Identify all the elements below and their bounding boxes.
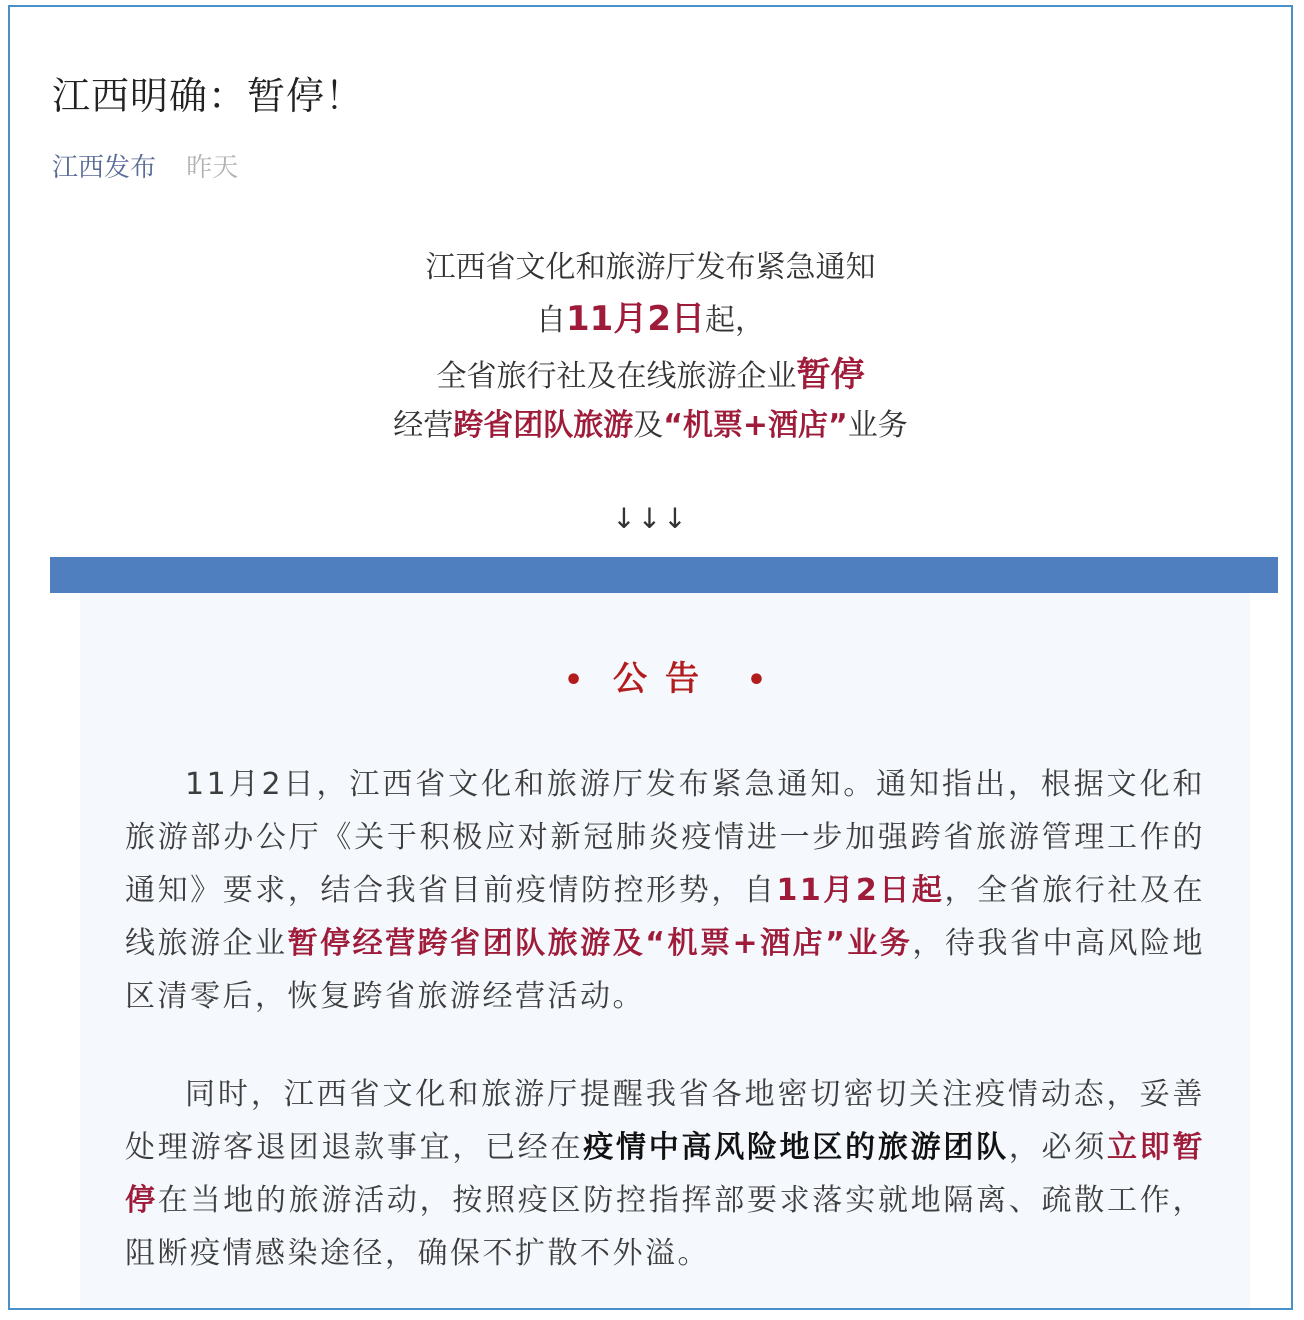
para-text: ，待我省中高风险地区清零后，恢复跨省旅游经营活动。 <box>125 926 1206 1014</box>
notice-heading <box>80 651 1250 700</box>
article-frame <box>8 5 1293 1310</box>
intro-text: 经营 <box>393 408 454 443</box>
bullet-dot-left: • <box>563 663 584 698</box>
intro-line-2 <box>10 291 1291 340</box>
intro-text: 起， <box>704 303 765 338</box>
intro-highlight-tour: 跨省团队旅游 <box>453 408 634 443</box>
intro-text: 及 <box>633 408 664 443</box>
para-highlight: 暂停经营跨省团队旅游及“机票+酒店”业务 <box>287 926 913 961</box>
publish-time: 昨天 <box>186 153 239 183</box>
intro-line-4 <box>10 400 1291 444</box>
article-title: 江西明确：暂停！ <box>52 74 365 118</box>
notice-paragraph-2 <box>125 1068 1205 1280</box>
article-meta <box>52 147 238 184</box>
notice-panel <box>80 593 1250 1310</box>
para-text: ，必须 <box>1008 1130 1108 1165</box>
down-arrows: ↓↓↓ <box>612 502 689 535</box>
intro-highlight-pause: 暂停 <box>796 355 865 395</box>
account-link[interactable]: 江西发布 <box>52 153 157 183</box>
intro-text: 业务 <box>847 408 908 443</box>
intro-line-3 <box>10 347 1291 396</box>
para-highlight: 11月2日起 <box>776 873 945 908</box>
intro-text: 全省旅行社及在线旅游企业 <box>436 359 797 394</box>
notice-paragraph-1 <box>125 758 1205 1023</box>
para-text: 在当地的旅游活动，按照疫区防控指挥部要求落实就地隔离、疏散工作，阻断疫情感染途径，确保不扩散不外溢。 <box>125 1183 1205 1271</box>
intro-text: 自 <box>536 303 566 338</box>
para-highlight: 立即暂停 <box>125 1130 1205 1218</box>
para-bold: 疫情中高风险地区的旅游团队 <box>583 1130 1009 1165</box>
para-text: 同时，江西省文化和旅游厅提醒我省各地密切密切关注疫情动态，妥善处理游客退团退款事宜，已经在 <box>125 1077 1205 1165</box>
para-text: 11月2日，江西省文化和旅游厅发布紧急通知。通知指出，根据文化和旅游部办公厅《关于积极应对新冠肺炎疫情进一步加强跨省旅游管理工作的通知》要求，结合我省目前疫情防控形势，自 <box>125 767 1205 908</box>
bullet-dot-right: • <box>746 663 767 698</box>
intro-highlight-date: 11月2日 <box>566 299 705 339</box>
intro-line-1 <box>10 242 1291 286</box>
para-text: ，全省旅行社及在线旅游企业 <box>125 873 1206 961</box>
intro-highlight-ticket-hotel: “机票+酒店” <box>663 408 848 443</box>
intro-text: 江西省文化和旅游厅发布紧急通知 <box>425 250 876 285</box>
notice-heading-text: 公告 <box>613 659 717 699</box>
blue-divider-bar <box>50 557 1278 593</box>
